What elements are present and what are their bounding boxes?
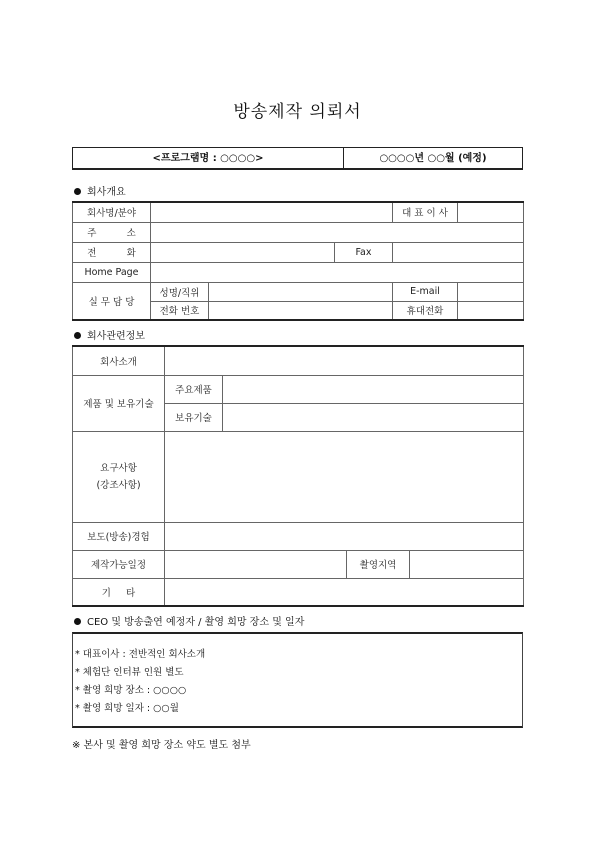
- phone-field[interactable]: [151, 242, 335, 262]
- company-info-table: [72, 345, 524, 607]
- schedule-field[interactable]: [165, 550, 347, 578]
- note-line: * 촬영 희망 일자 : ○○월: [75, 703, 179, 714]
- tech-label: 보유기술: [165, 403, 223, 431]
- request-label-line1: 요구사항: [100, 462, 137, 474]
- etc-label: 기 타: [73, 578, 165, 606]
- company-name-label: 회사명/분야: [73, 202, 151, 222]
- request-label-line2: (강조사항): [96, 479, 141, 491]
- phone-label: 전 화: [73, 242, 151, 262]
- company-overview-table: [72, 201, 524, 321]
- fax-field[interactable]: [393, 242, 524, 262]
- tech-field[interactable]: [223, 403, 524, 431]
- main-product-field[interactable]: [223, 375, 524, 403]
- etc-field[interactable]: [165, 578, 524, 606]
- homepage-field[interactable]: [151, 262, 524, 282]
- company-intro-field[interactable]: [165, 346, 524, 375]
- bullet-icon: [74, 332, 81, 339]
- main-product-label: 주요제품: [165, 375, 223, 403]
- request-label: [73, 431, 165, 522]
- address-label: 주 소: [73, 222, 151, 242]
- note-line: * 체험단 인터뷰 인원 별도: [75, 667, 184, 678]
- staff-label: 실 무 담 당: [73, 282, 151, 320]
- page-title: 방송제작 의뢰서: [233, 102, 362, 122]
- footnote: ※ 본사 및 촬영 희망 장소 약도 별도 첨부: [72, 740, 251, 751]
- program-header-box: [72, 147, 523, 170]
- name-title-field[interactable]: [209, 282, 393, 301]
- program-date: ○○○○년 ○○월 (예정): [379, 153, 487, 164]
- phone-number-field[interactable]: [209, 301, 393, 320]
- ceo-field[interactable]: [458, 202, 524, 222]
- press-experience-field[interactable]: [165, 522, 524, 550]
- company-intro-label: 회사소개: [73, 346, 165, 375]
- homepage-label: Home Page: [73, 262, 151, 282]
- location-label: 촬영지역: [347, 550, 410, 578]
- section-company-overview-heading: 회사개요: [74, 183, 126, 198]
- press-experience-label: 보도(방송)경험: [73, 522, 165, 550]
- mobile-label: 휴대전화: [393, 301, 458, 320]
- section-company-info-heading: 회사관련정보: [74, 327, 145, 342]
- section-ceo-schedule-heading: CEO 및 방송출연 예정자 / 촬영 희망 장소 및 일자: [74, 613, 304, 628]
- email-field[interactable]: [458, 282, 524, 301]
- request-field[interactable]: [165, 431, 524, 522]
- program-name: <프로그램명 : ○○○○>: [73, 148, 344, 168]
- note-line: * 대표이사 : 전반적인 회사소개: [75, 649, 206, 660]
- email-label: E-mail: [393, 282, 458, 301]
- schedule-label: 제작가능일정: [73, 550, 165, 578]
- name-title-label: 성명/직위: [151, 282, 209, 301]
- ceo-schedule-notes-box[interactable]: [72, 632, 523, 728]
- fax-label: Fax: [335, 242, 393, 262]
- bullet-icon: [74, 618, 81, 625]
- note-line: * 촬영 희망 장소 : ○○○○: [75, 685, 187, 696]
- location-field[interactable]: [410, 550, 524, 578]
- company-name-field[interactable]: [151, 202, 393, 222]
- product-tech-label: 제품 및 보유기술: [73, 375, 165, 431]
- address-field[interactable]: [151, 222, 524, 242]
- ceo-label: 대 표 이 사: [393, 202, 458, 222]
- bullet-icon: [74, 188, 81, 195]
- phone-number-label: 전화 번호: [151, 301, 209, 320]
- mobile-field[interactable]: [458, 301, 524, 320]
